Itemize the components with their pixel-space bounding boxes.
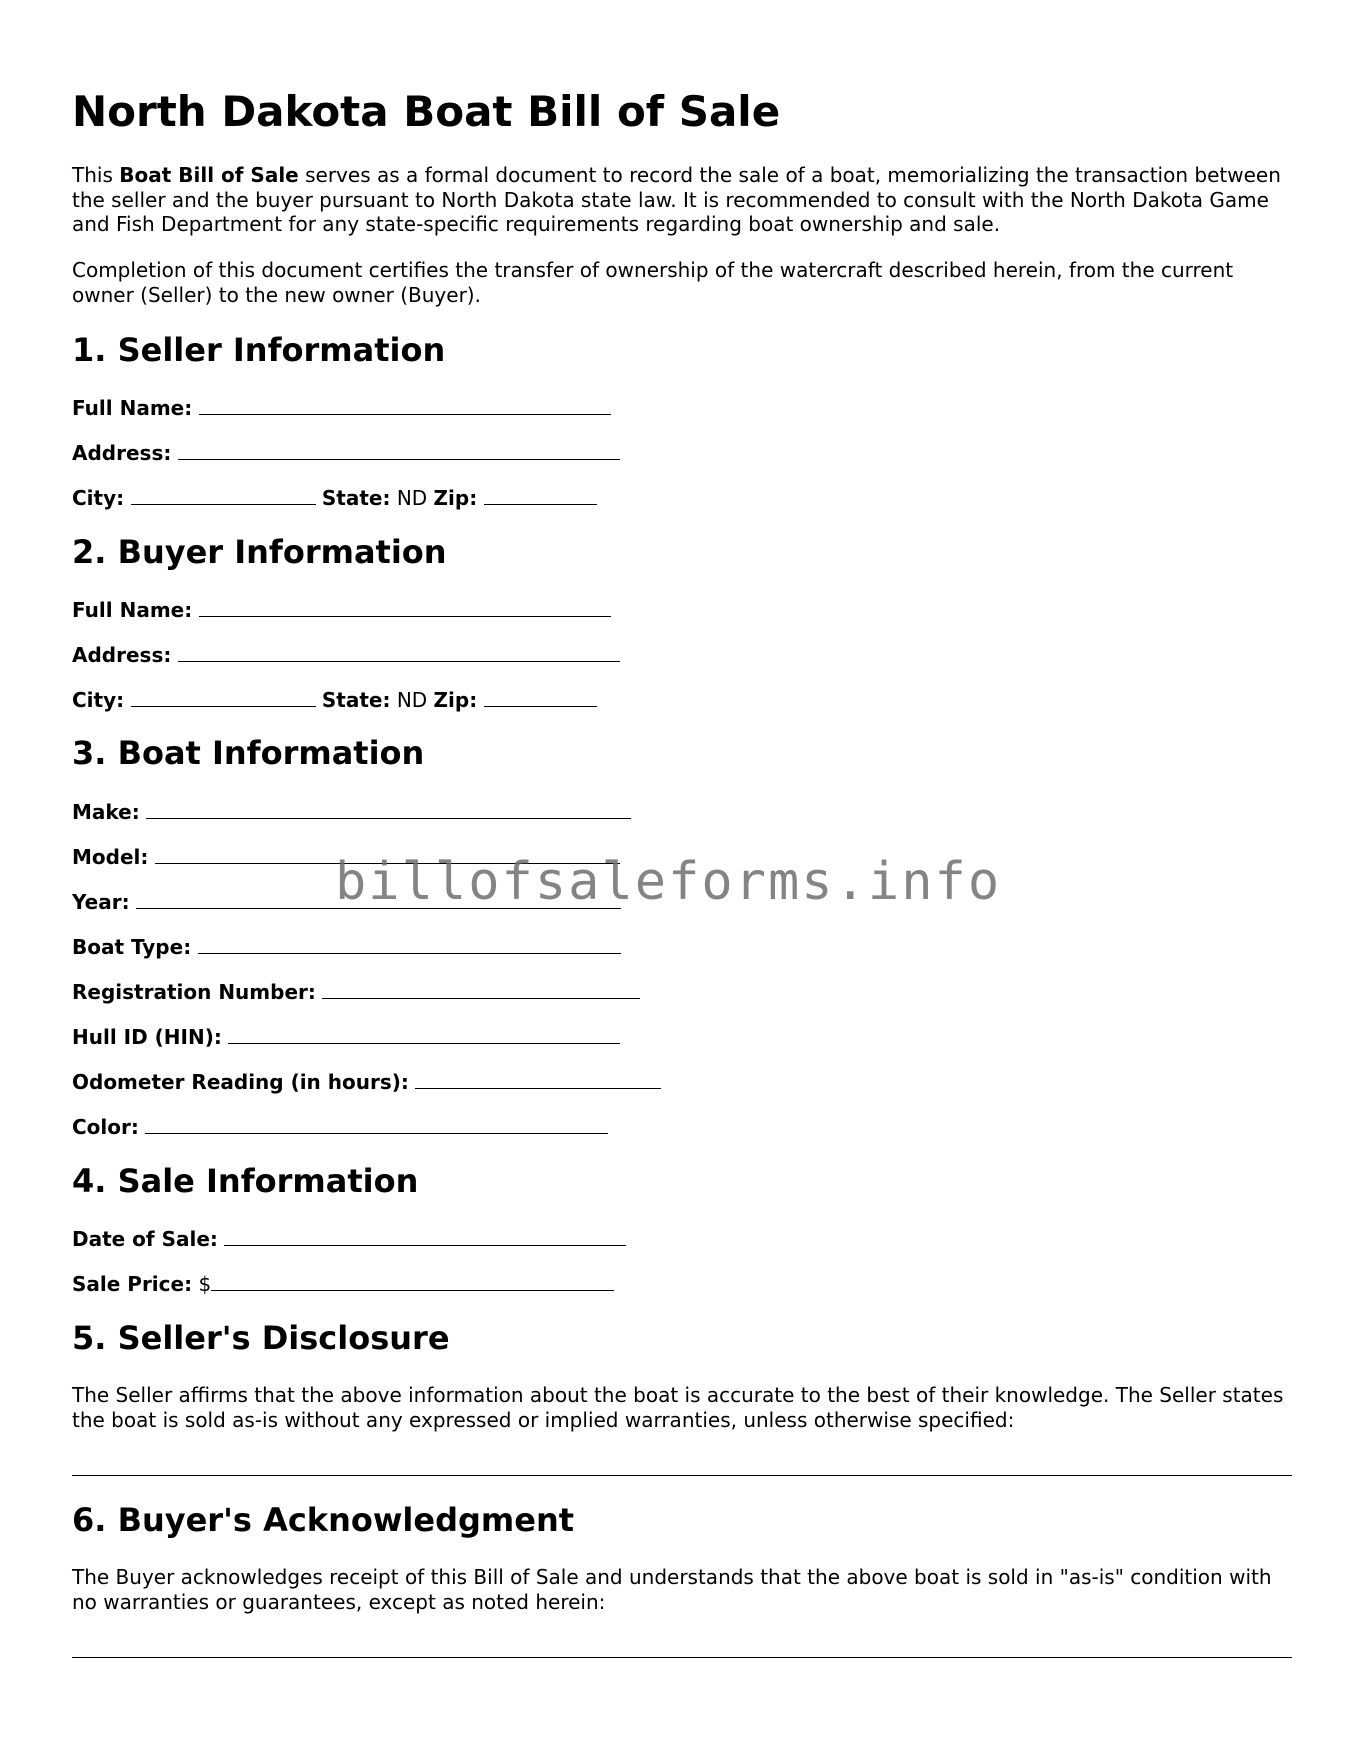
buyer-address-label: Address: [72,643,172,667]
seller-zip-input[interactable] [484,484,597,505]
sale-date-input[interactable] [224,1225,626,1246]
boat-registration-label: Registration Number: [72,980,316,1004]
sale-price-field [72,1270,614,1297]
boat-section-heading: 3. Boat Information [72,734,425,772]
boat-type-field [72,933,621,960]
seller-state-value: ND [396,486,428,510]
acknowledgment-signature-line[interactable] [72,1657,1292,1658]
intro-paragraph-1 [72,163,1292,237]
boat-odometer-label: Odometer Reading (in hours): [72,1070,409,1094]
buyer-state-label: State: [321,688,391,712]
seller-city-state-zip-field [72,484,597,511]
boat-odometer-input[interactable] [415,1068,661,1089]
seller-state-label: State: [321,486,391,510]
boat-make-field [72,798,631,825]
boat-color-input[interactable] [145,1113,608,1134]
boat-color-label: Color: [72,1115,139,1139]
intro-text-bold: Boat Bill of Sale [119,163,299,187]
buyer-address-input[interactable] [178,641,620,662]
intro-paragraph-2: Completion of this document certifies the transfer of ownership of the watercraft described herein, from the current owner (Seller) to the new owner (Buyer). [72,258,1234,307]
buyer-section-heading: 2. Buyer Information [72,533,447,571]
sale-date-field [72,1225,626,1252]
buyer-full-name-input[interactable] [199,596,611,617]
buyer-city-state-zip-field [72,686,597,713]
boat-hull-id-label: Hull ID (HIN): [72,1025,222,1049]
seller-section-heading: 1. Seller Information [72,331,446,369]
boat-type-input[interactable] [198,933,621,954]
intro-text-post: serves as a formal document to record the sale of a boat, memorializing the transaction between the seller and the buyer pursuant to North Dakota state law. It is recommended to consult with the North Dakota Game and Fish Department for any state-specific requirements regarding boat ownership and sale. [72,163,1281,236]
seller-city-label: City: [72,486,125,510]
boat-hull-id-input[interactable] [228,1023,620,1044]
boat-odometer-field [72,1068,661,1095]
seller-address-input[interactable] [178,439,620,460]
seller-address-field [72,439,620,466]
boat-make-label: Make: [72,800,140,824]
seller-full-name-label: Full Name: [72,396,193,420]
seller-address-label: Address: [72,441,172,465]
buyer-full-name-label: Full Name: [72,598,193,622]
boat-type-label: Boat Type: [72,935,192,959]
boat-hull-id-field [72,1023,620,1050]
boat-color-field [72,1113,608,1140]
sale-price-label: Sale Price: [72,1272,193,1296]
sale-date-label: Date of Sale: [72,1227,218,1251]
boat-make-input[interactable] [146,798,631,819]
buyer-zip-label: Zip: [433,688,478,712]
sale-section-heading: 4. Sale Information [72,1162,419,1200]
acknowledgment-text: The Buyer acknowledges receipt of this Bill of Sale and understands that the above boat is sold in "as-is" condition with no warranties or guarantees, except as noted herein: [72,1565,1272,1614]
seller-city-input[interactable] [131,484,316,505]
buyer-city-input[interactable] [131,686,316,707]
watermark-text: billofsaleforms.info [335,852,1002,912]
buyer-zip-input[interactable] [484,686,597,707]
intro-text-pre: This [72,163,120,187]
disclosure-text: The Seller affirms that the above information about the boat is accurate to the best of their knowledge. The Seller states the boat is sold as-is without any expressed or implied warranties, unless otherwise specified: [72,1383,1284,1432]
buyer-full-name-field [72,596,611,623]
boat-registration-input[interactable] [322,978,640,999]
currency-symbol: $ [198,1272,212,1296]
buyer-address-field [72,641,620,668]
disclosure-section-heading: 5. Seller's Disclosure [72,1319,450,1357]
seller-full-name-field [72,394,611,421]
seller-zip-label: Zip: [433,486,478,510]
boat-year-label: Year: [72,890,130,914]
document-title: North Dakota Boat Bill of Sale [72,87,781,136]
seller-full-name-input[interactable] [199,394,611,415]
sale-price-input[interactable] [211,1270,614,1291]
boat-model-label: Model: [72,845,149,869]
disclosure-signature-line[interactable] [72,1475,1292,1476]
buyer-city-label: City: [72,688,125,712]
acknowledgment-section-heading: 6. Buyer's Acknowledgment [72,1501,575,1539]
buyer-state-value: ND [396,688,428,712]
boat-registration-field [72,978,640,1005]
